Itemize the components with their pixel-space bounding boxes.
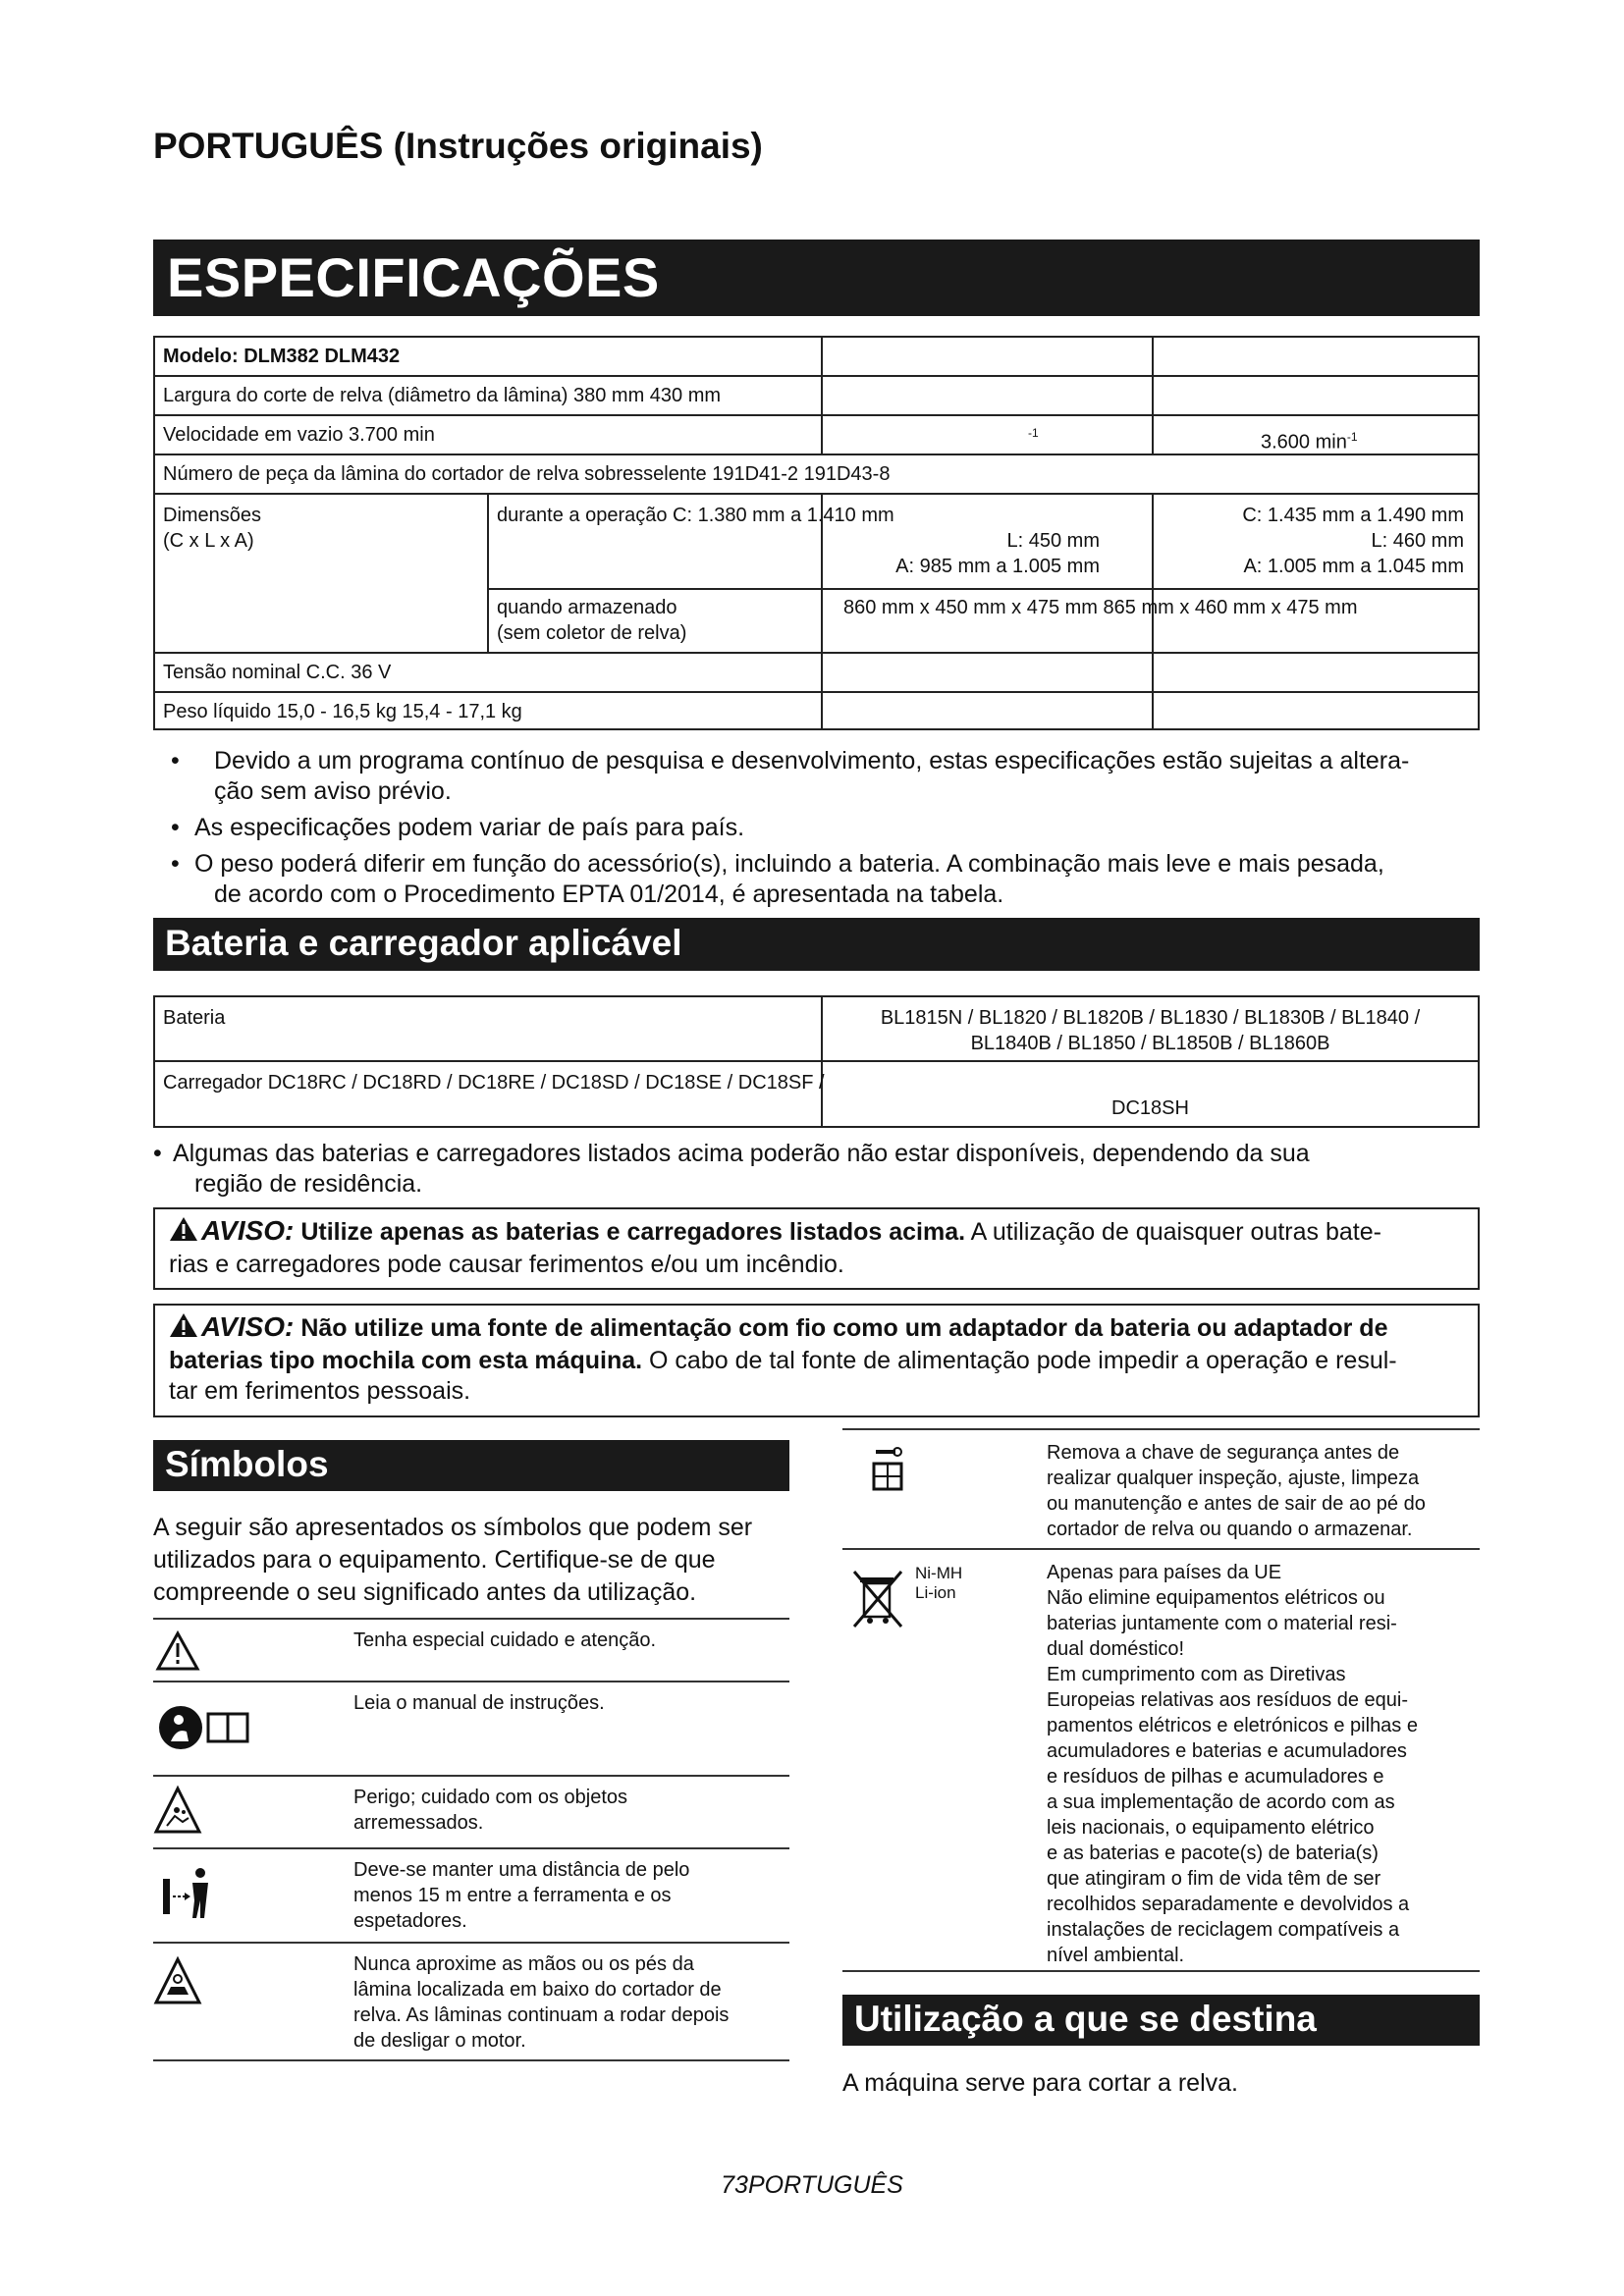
table-line (1478, 995, 1480, 1128)
specifications-table (153, 336, 1480, 730)
remove-key-icon (862, 1444, 921, 1508)
list-item (153, 1139, 1480, 1200)
symbol-text: Deve-se manter uma distância de pelo (353, 1859, 690, 1881)
table-line (153, 414, 1480, 416)
symbol-text: pamentos elétricos e eletrónicos e pilhas e (1047, 1715, 1418, 1736)
spec-speed-exponent: -1 (1346, 430, 1358, 444)
warning-bold-text: Não utilize uma fonte de alimentação com fio como um adaptador da bateria ou adaptador de (300, 1314, 1388, 1342)
symbol-description (353, 1690, 785, 1716)
intro-text: compreende o seu significado antes da utilização. (153, 1578, 697, 1606)
warning-triangle-icon (169, 1312, 198, 1346)
spec-speed-model2 (1261, 424, 1358, 455)
intended-use-text: A máquina serve para cortar a relva. (842, 2069, 1238, 2097)
warning-triangle-icon (169, 1216, 198, 1250)
table-line (487, 588, 1480, 590)
symbol-text: relva. As lâminas continuam a rodar depois (353, 2004, 730, 2026)
table-line (1478, 336, 1480, 730)
spec-speed-exponent: -1 (1028, 426, 1039, 440)
weee-battery-types (915, 1564, 962, 1603)
bullet-icon: • (171, 747, 180, 774)
section-title-battery-charger: Bateria e carregador aplicável (153, 918, 1480, 971)
battery-notes (153, 1139, 1480, 1205)
spec-voltage: Tensão nominal C.C. 36 V (163, 662, 392, 683)
blade-hazard-icon (153, 1944, 340, 2066)
symbol-text: Leia o manual de instruções. (353, 1692, 605, 1714)
symbol-description (1047, 1560, 1479, 1968)
spec-cut-width: Largura do corte de relva (diâmetro da lâmina) 380 mm 430 mm (163, 385, 722, 406)
warning-text: rias e carregadores pode causar ferimentos e/ou um incêndio. (169, 1251, 844, 1278)
bullet-icon: • (171, 850, 180, 878)
warning-box-power-source (153, 1304, 1480, 1417)
spec-stored-values: 860 mm x 450 mm x 475 mm 865 mm x 460 mm x 475 mm (843, 597, 1358, 618)
note-text: de acordo com o Procedimento EPTA 01/2014, é apresentada na tabela. (214, 881, 1004, 908)
symbol-text: baterias juntamente com o material resi- (1047, 1613, 1397, 1634)
spec-speed-value: 3.600 min (1261, 431, 1347, 454)
symbol-description (353, 1628, 785, 1653)
symbol-text: dual doméstico! (1047, 1638, 1185, 1660)
symbol-row (153, 1681, 789, 1777)
symbol-text: arremessados. (353, 1812, 484, 1834)
keep-distance-icon (153, 1849, 340, 1949)
spec-net-weight: Peso líquido 15,0 - 16,5 kg 15,4 - 17,1 kg (163, 701, 522, 722)
note-text: Algumas das baterias e carregadores listados acima poderão não estar disponíveis, dependendo da sua (173, 1140, 1310, 1167)
symbol-row (153, 1775, 789, 1849)
battery-type-label: Ni-MH (915, 1564, 963, 1582)
bullet-icon: • (171, 814, 180, 841)
warning-bold-text: Utilize apenas as baterias e carregadores listados acima. (300, 1218, 966, 1246)
spec-operation-label: durante a operação C: 1.380 mm a 1.410 mm (497, 505, 894, 526)
symbol-text: lâmina localizada em baixo do cortador de (353, 1979, 722, 2001)
spec-stored-sublabel: (sem coletor de relva) (497, 622, 687, 644)
table-line (153, 728, 1480, 730)
symbol-row (153, 1847, 789, 1944)
symbol-row (842, 1428, 1480, 1550)
symbol-text: menos 15 m entre a ferramenta e os (353, 1885, 672, 1906)
symbol-text: instalações de reciclagem compatíveis a (1047, 1919, 1400, 1941)
note-text: região de residência. (194, 1170, 423, 1198)
symbol-text: Remova a chave de segurança antes de (1047, 1442, 1400, 1464)
symbol-text: nível ambiental. (1047, 1945, 1185, 1966)
symbol-text: cortador de relva ou quando o armazenar. (1047, 1519, 1413, 1540)
battery-charger-table (153, 995, 1480, 1128)
weee-bin-icon (850, 1566, 909, 1639)
table-line (153, 691, 1480, 693)
note-text: Devido a um programa contínuo de pesquisa e desenvolvimento, estas especificações estão sujeitas a altera- (214, 747, 1410, 774)
symbol-text: e as baterias e pacote(s) de bateria(s) (1047, 1842, 1379, 1864)
table-line (153, 1126, 1480, 1128)
symbol-text: e resíduos de pilhas e acumuladores e (1047, 1766, 1384, 1788)
symbol-text: espetadores. (353, 1910, 467, 1932)
spec-no-load-speed: Velocidade em vazio 3.700 min (163, 424, 435, 446)
symbol-text: de desligar o motor. (353, 2030, 526, 2052)
warning-box-batteries (153, 1207, 1480, 1290)
section-title-intended-use: Utilização a que se destina (842, 1995, 1480, 2046)
spec-model: Modelo: DLM382 DLM432 (163, 346, 401, 367)
table-line (153, 336, 1480, 338)
page-footer: 73PORTUGUÊS (721, 2171, 903, 2199)
warning-text: tar em ferimentos pessoais. (169, 1377, 471, 1405)
spec-op-model2-l: L: 460 mm (1371, 530, 1464, 552)
warning-text: A utilização de quaisquer outras bate- (965, 1218, 1381, 1246)
section-title-specifications: ESPECIFICAÇÕES (153, 240, 1480, 316)
battery-models-line1: BL1815N / BL1820 / BL1820B / BL1830 / BL1830B / BL1840 / (880, 1007, 1421, 1029)
symbol-text: Perigo; cuidado com os objetos (353, 1787, 628, 1808)
battery-type-label: Li-ion (915, 1583, 956, 1602)
symbol-description (353, 1785, 785, 1836)
symbol-text: Não elimine equipamentos elétricos ou (1047, 1587, 1385, 1609)
symbol-text: Europeias relativas aos resíduos de equi- (1047, 1689, 1408, 1711)
table-line (487, 493, 489, 652)
symbol-description (353, 1951, 785, 2054)
spec-blade-part-number: Número de peça da lâmina do cortador de relva sobresselente 191D41-2 191D43-8 (163, 463, 891, 485)
table-line (153, 375, 1480, 377)
symbol-description (1047, 1440, 1479, 1542)
symbol-text: acumuladores e baterias e acumuladores (1047, 1740, 1407, 1762)
warning-bold-text: baterias tipo mochila com esta máquina. (169, 1347, 643, 1374)
table-line (153, 493, 1480, 495)
list-item (153, 849, 1480, 910)
read-manual-icon (153, 1682, 340, 1782)
spec-op-model1-a: A: 985 mm a 1.005 mm (895, 556, 1100, 577)
page-language-title: PORTUGUÊS (Instruções originais) (153, 126, 763, 166)
spec-op-model1-l: L: 450 mm (1006, 530, 1100, 552)
section-title-symbols: Símbolos (153, 1440, 789, 1491)
warning-triangle-icon (153, 1620, 340, 1687)
bullet-icon: • (153, 1140, 162, 1167)
charger-models-extra: DC18SH (1111, 1097, 1189, 1119)
table-line (153, 336, 155, 730)
symbol-row (153, 1618, 789, 1682)
thrown-objects-icon (153, 1777, 340, 1854)
spec-op-model2-c: C: 1.435 mm a 1.490 mm (1242, 505, 1464, 526)
symbol-row (842, 1548, 1480, 1972)
symbol-text: leis nacionais, o equipamento elétrico (1047, 1817, 1375, 1839)
spec-op-model2-a: A: 1.005 mm a 1.045 mm (1243, 556, 1464, 577)
table-line (821, 336, 823, 454)
symbol-row (153, 1942, 789, 2061)
spec-dimensions-sub: (C x L x A) (163, 530, 254, 552)
intro-text: A seguir são apresentados os símbolos que podem ser (153, 1514, 753, 1541)
table-line (153, 995, 155, 1128)
warning-label: AVISO: (201, 1311, 295, 1342)
spec-stored-label: quando armazenado (497, 597, 677, 618)
symbol-text: recolhidos separadamente e devolvidos a (1047, 1894, 1410, 1915)
list-item (153, 746, 1480, 807)
symbol-text: Apenas para países da UE (1047, 1562, 1282, 1583)
symbol-text: a sua implementação de acordo com as (1047, 1791, 1395, 1813)
warning-text: O cabo de tal fonte de alimentação pode impedir a operação e resul- (642, 1347, 1397, 1374)
symbol-description (353, 1857, 785, 1934)
spec-dimensions-label: Dimensões (163, 505, 262, 526)
symbols-table-end (153, 2059, 789, 2061)
table-line (153, 995, 1480, 997)
symbol-text: ou manutenção e antes de sair de ao pé do (1047, 1493, 1426, 1515)
symbol-text: Tenha especial cuidado e atenção. (353, 1629, 657, 1651)
symbols-intro (153, 1512, 791, 1609)
symbol-text: que atingiram o fim de vida têm de ser (1047, 1868, 1381, 1890)
symbol-text: Nunca aproxime as mãos ou os pés da (353, 1953, 694, 1975)
intro-text: utilizados para o equipamento. Certifique-se de que (153, 1546, 716, 1574)
symbol-text: realizar qualquer inspeção, ajuste, limpeza (1047, 1468, 1420, 1489)
battery-models-line2: BL1840B / BL1850 / BL1850B / BL1860B (970, 1033, 1330, 1054)
symbol-text: Em cumprimento com as Diretivas (1047, 1664, 1346, 1685)
note-text: O peso poderá diferir em função do acessório(s), incluindo a bateria. A combinação mais leve e mais pesada, (194, 850, 1384, 878)
list-item (153, 813, 1480, 843)
battery-label: Bateria (163, 1007, 226, 1029)
table-line (153, 1060, 1480, 1062)
spec-notes-list (153, 746, 1480, 916)
table-line (1152, 336, 1154, 454)
note-text: ção sem aviso prévio. (214, 777, 452, 805)
warning-label: AVISO: (201, 1215, 295, 1246)
note-text: As especificações podem variar de país para país. (194, 814, 745, 841)
charger-models: Carregador DC18RC / DC18RD / DC18RE / DC18SD / DC18SE / DC18SF / (163, 1072, 825, 1094)
table-line (153, 652, 1480, 654)
